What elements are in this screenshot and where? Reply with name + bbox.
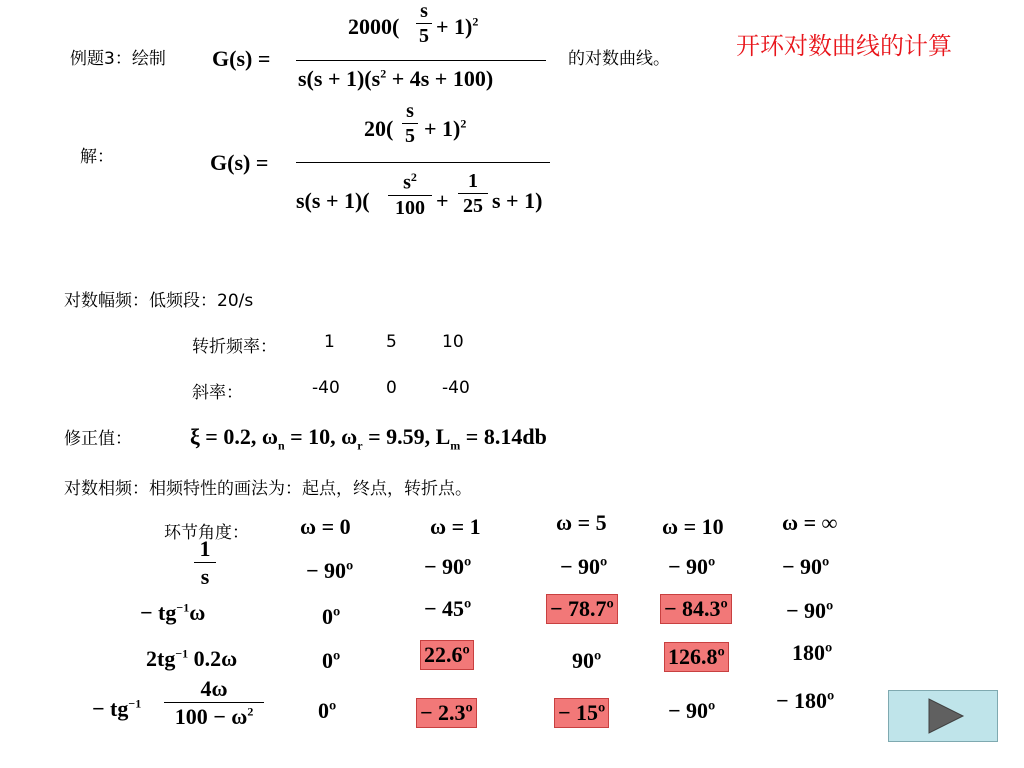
correction-sub-n: n xyxy=(277,438,285,453)
row4-cell-5: − 180º xyxy=(776,688,835,713)
eq1-den-head: s(s + 1)(s xyxy=(298,66,381,91)
row4-label-fraction xyxy=(164,676,264,730)
correction-lm: = 8.14db xyxy=(465,424,547,449)
row3-label-sup: −1 xyxy=(175,646,189,661)
eq1-num-pow: 2 xyxy=(472,14,479,29)
row1-cell-4: − 90º xyxy=(668,554,716,579)
solution-label: 解： xyxy=(80,147,114,167)
eq1-fraction-bar xyxy=(296,60,546,61)
slide-title: 开环对数曲线的计算 xyxy=(736,32,952,60)
eq1-num-frac-num: s xyxy=(420,0,428,22)
next-slide-button[interactable] xyxy=(888,690,998,742)
row4-cell-1: 0º xyxy=(318,698,337,723)
row1-cell-3: − 90º xyxy=(560,554,608,579)
slope-1: -40 xyxy=(312,378,340,398)
eq2-f1-den: 100 xyxy=(395,196,425,219)
correction-label: 修正值： xyxy=(64,429,132,449)
slope-2: 0 xyxy=(386,378,397,398)
omega-col-1: ω = 0 xyxy=(300,514,351,539)
eq2-f2-num: 1 xyxy=(468,170,478,192)
corner-frequency-label: 转折频率： xyxy=(192,337,277,357)
eq2-lhs: G(s) = xyxy=(210,150,269,175)
eq2-num-tail: + 1) xyxy=(424,116,461,141)
row2-label-head: − tg xyxy=(140,600,177,625)
eq1-lhs: G(s) = xyxy=(212,46,271,71)
row1-cell-5: − 90º xyxy=(782,554,830,579)
eq2-f2-den: 25 xyxy=(463,195,483,217)
eq2-fraction-bar xyxy=(296,162,550,163)
correction-values xyxy=(190,424,547,453)
row1-cell-2: − 90º xyxy=(424,554,472,579)
table-header-label: 环节角度： xyxy=(164,523,249,543)
corner-frequency-1: 1 xyxy=(324,332,335,352)
correction-sub-r: r xyxy=(357,438,363,453)
row2-cell-3: − 78.7º xyxy=(546,594,618,624)
eq2-f1-num: s xyxy=(403,171,411,194)
eq1-den-tail: + 4s + 100) xyxy=(391,66,494,91)
intro-prefix: 例题3：绘制 xyxy=(70,49,166,69)
eq1-num-frac-den: 5 xyxy=(419,25,429,47)
row1-label-num: 1 xyxy=(199,536,211,561)
slope-3: -40 xyxy=(442,378,470,398)
corner-frequency-2: 5 xyxy=(386,332,397,352)
phase-label: 对数相频：相频特性的画法为：起点，终点，转折点。 xyxy=(64,479,472,499)
correction-wr: = 9.59, L xyxy=(368,424,451,449)
row1-label xyxy=(194,536,216,590)
eq1-den-pow: 2 xyxy=(380,66,387,81)
row2-cell-1: 0º xyxy=(322,604,341,629)
eq1-num-head: 2000( xyxy=(348,14,400,39)
slope-label: 斜率： xyxy=(192,383,243,403)
intro-suffix: 的对数曲线。 xyxy=(568,49,670,69)
correction-wn: = 10, ω xyxy=(290,424,358,449)
row2-label-sup: −1 xyxy=(176,600,190,615)
row4-cell-3: − 15º xyxy=(554,698,609,728)
row1-label-den: s xyxy=(200,564,210,589)
row4-cell-2: − 2.3º xyxy=(416,698,477,728)
row2-cell-2: − 45º xyxy=(424,596,472,621)
row3-cell-3: 90º xyxy=(572,648,602,673)
eq2-num-head: 20( xyxy=(364,116,394,141)
row4-label-den: 100 − ω xyxy=(174,704,248,729)
row3-label xyxy=(146,646,237,672)
eq2-den-tail: s + 1) xyxy=(492,188,543,213)
row4-cell-4: − 90º xyxy=(668,698,716,723)
row3-label-tail: 0.2ω xyxy=(188,646,238,671)
magnitude-label: 对数幅频：低频段：20/s xyxy=(64,291,254,311)
eq2-num-pow: 2 xyxy=(460,116,467,131)
row3-cell-4: 126.8º xyxy=(664,642,729,672)
row2-cell-4: − 84.3º xyxy=(660,594,732,624)
corner-frequency-3: 10 xyxy=(442,332,464,352)
eq2-f1-num-pow: 2 xyxy=(410,170,417,184)
row4-label-head: − $tg^{-1}$ xyxy=(92,696,142,721)
eq2-den-head: s(s + 1)( xyxy=(296,188,370,213)
omega-col-3: ω = 5 xyxy=(556,510,607,535)
row4-label-den-pow: 2 xyxy=(247,704,254,719)
row2-label-tail: ω xyxy=(189,600,206,625)
eq1-num-tail: + 1) xyxy=(436,14,473,39)
eq2-num-frac-num: s xyxy=(406,100,414,122)
eq2-plus: + xyxy=(436,188,449,213)
correction-xi: ξ = 0.2, ω xyxy=(190,424,278,449)
row2-cell-5: − 90º xyxy=(786,598,834,623)
omega-col-2: ω = 1 xyxy=(430,514,481,539)
play-triangle-icon xyxy=(889,691,997,741)
row4-label-sup: −1 xyxy=(128,696,142,711)
row3-cell-1: 0º xyxy=(322,648,341,673)
row4-label-num: 4ω xyxy=(200,676,228,701)
correction-sub-m: m xyxy=(450,438,461,453)
omega-col-5: ω = ∞ xyxy=(782,510,838,535)
row2-label xyxy=(140,600,205,626)
row3-cell-2: 22.6º xyxy=(420,640,474,670)
row1-cell-1: − 90º xyxy=(306,558,354,583)
eq2-num-frac-den: 5 xyxy=(405,125,415,147)
row3-label-head: 2tg xyxy=(146,646,176,671)
omega-col-4: ω = 10 xyxy=(662,514,724,539)
row3-cell-5: 180º xyxy=(792,640,833,665)
